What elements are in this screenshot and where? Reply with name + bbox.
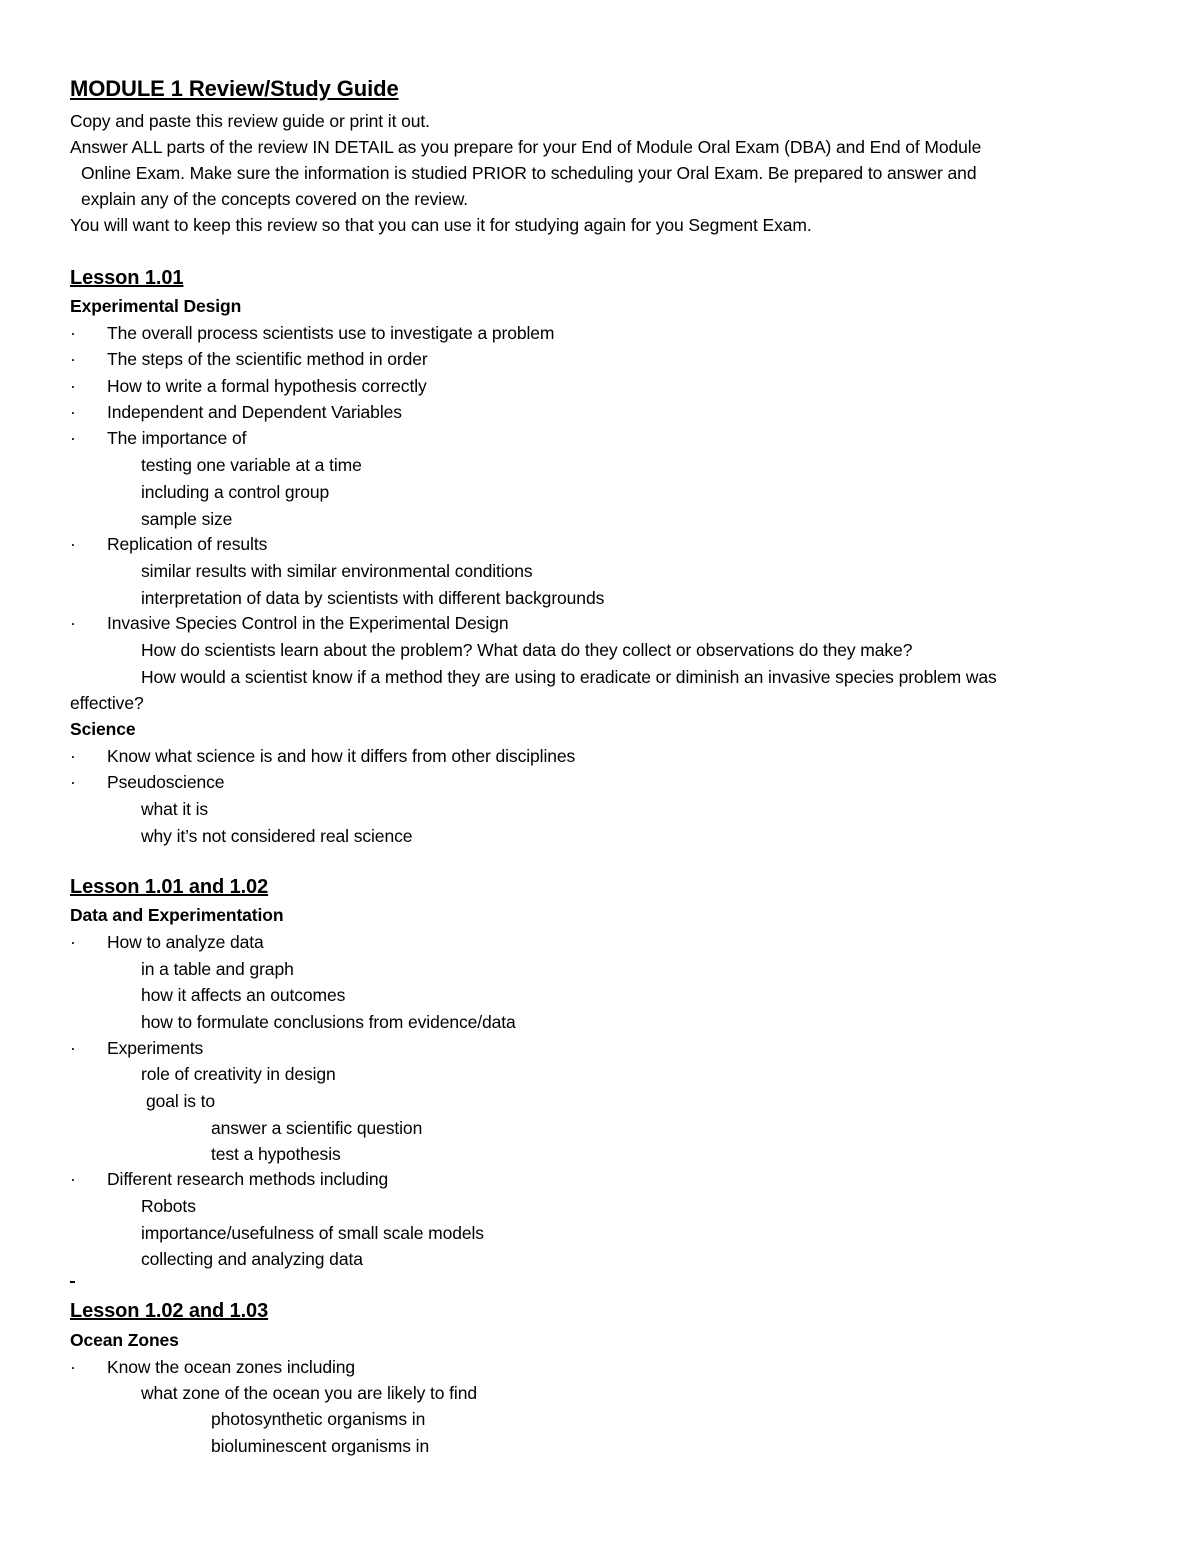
bullet-item: · The overall process scientists use to investigate a problem [107,322,554,344]
bullet-item: · How to analyze data [107,931,264,953]
sub-item: role of creativity in design [141,1064,336,1084]
sub-item: importance/usefulness of small scale models [141,1223,484,1243]
bullet-item: · The importance of [107,427,246,449]
lesson-heading: Lesson 1.01 and 1.02 [70,876,269,898]
sub-item: how it affects an outcomes [141,985,346,1005]
bullet-item: · Know what science is and how it differs from other disciplines [107,745,575,767]
sub-item: similar results with similar environmental conditions [141,561,533,581]
bullet-item: · Invasive Species Control in the Experimental Design [107,612,509,634]
page-title: MODULE 1 Review/Study Guide [70,76,399,101]
wrapped-line: effective? [70,693,144,713]
sub-item: Robots [141,1196,196,1216]
section-subheading: Science [70,719,136,739]
sub-item: in a table and graph [141,959,294,979]
intro-line: explain any of the concepts covered on the review. [81,189,469,209]
stray-mark [70,1281,75,1283]
sub-item: how to formulate conclusions from evidence/data [141,1012,516,1032]
bullet-item: · Replication of results [107,533,267,555]
bullet-item: · Know the ocean zones including [107,1356,355,1378]
bullet-item: · How to write a formal hypothesis correctly [107,375,427,397]
sub-item: goal is to [146,1091,216,1111]
lesson-heading: Lesson 1.01 [70,267,184,289]
sub-item: what it is [141,799,209,819]
intro-line: Online Exam. Make sure the information is studied PRIOR to scheduling your Oral Exam. Be prepared to answer and [81,163,977,183]
sub-sub-item: answer a scientific question [211,1118,423,1138]
intro-line: You will want to keep this review so that you can use it for studying again for you Segment Exam. [70,215,812,235]
sub-sub-item: test a hypothesis [211,1144,341,1164]
bullet-item: · Different research methods including [107,1168,388,1190]
section-subheading: Ocean Zones [70,1330,179,1350]
sub-item: collecting and analyzing data [141,1249,363,1269]
sub-item: why it’s not considered real science [141,826,413,846]
sub-item: How would a scientist know if a method they are using to eradicate or diminish an invasive species problem was [141,667,997,687]
sub-item: interpretation of data by scientists with different backgrounds [141,588,605,608]
sub-sub-item: bioluminescent organisms in [211,1436,430,1456]
sub-item: sample size [141,509,233,529]
section-subheading: Data and Experimentation [70,905,284,925]
intro-line: Copy and paste this review guide or print it out. [70,111,430,131]
bullet-item: · Independent and Dependent Variables [107,401,402,423]
bullet-item: · The steps of the scientific method in order [107,348,428,370]
bullet-item: · Experiments [107,1037,203,1059]
section-subheading: Experimental Design [70,296,242,316]
sub-item: including a control group [141,482,330,502]
sub-item: How do scientists learn about the problem? What data do they collect or observations do they make? [141,640,913,660]
lesson-heading: Lesson 1.02 and 1.03 [70,1300,269,1322]
intro-line: Answer ALL parts of the review IN DETAIL as you prepare for your End of Module Oral Exam (DBA) and End of Module [70,137,982,157]
sub-item: what zone of the ocean you are likely to find [141,1383,477,1403]
bullet-item: · Pseudoscience [107,771,224,793]
sub-sub-item: photosynthetic organisms in [211,1409,426,1429]
sub-item: testing one variable at a time [141,455,362,475]
